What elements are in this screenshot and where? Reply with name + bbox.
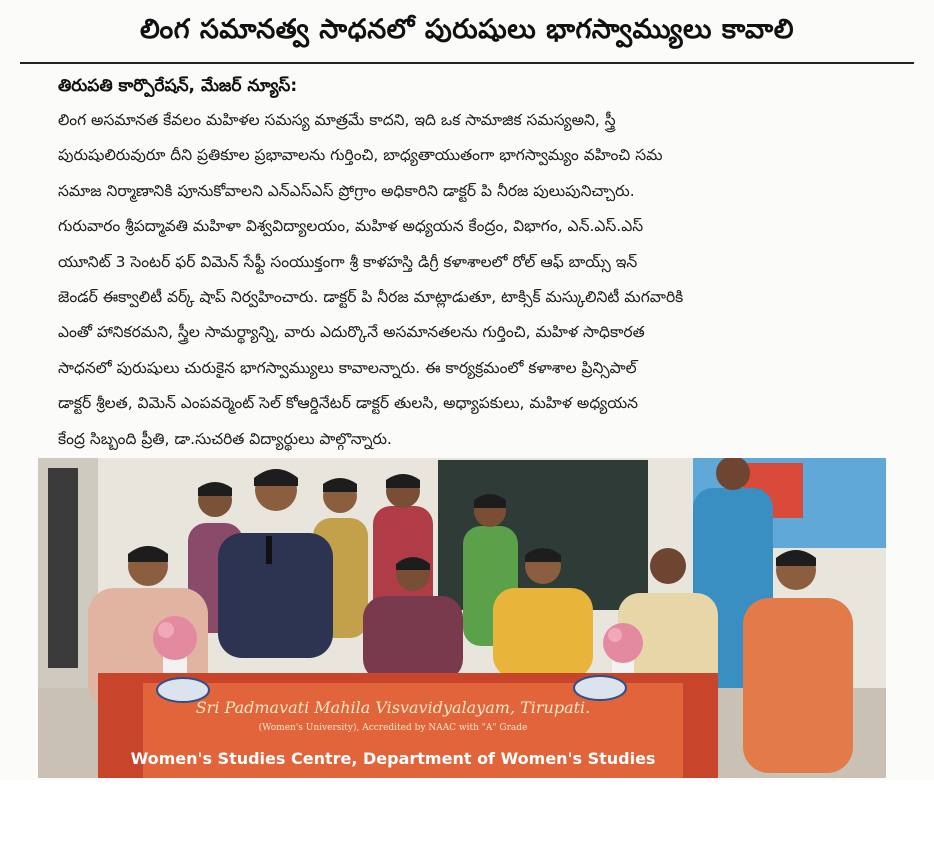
event-photo bbox=[38, 458, 886, 778]
body-line: గురువారం శ్రీపద్మావతి మహిళా విశ్వవిద్యాలయం, మహిళ అధ్యయన కేంద్రం, విభాగం, ఎన్.ఎస్.ఎస్ bbox=[58, 217, 644, 236]
body-line: యూనిట్ 3 సెంటర్ ఫర్ విమెన్ సేఫ్టీ సంయుక్తంగా శ్రీ కాళహస్తి డిగ్రీ కళాశాలలో రోల్ ఆఫ్ బాయ్స్ ఇన్ bbox=[58, 252, 638, 271]
body-line: కేంద్ర సిబ్బంది ప్రీతి, డా.సుచరిత విద్యార్థులు పాల్గొన్నారు. bbox=[58, 429, 392, 448]
article-headline: లింగ సమానత్వ సాధనలో పురుషులు భాగస్వామ్యులు కావాలి bbox=[139, 14, 795, 45]
body-line: సాధనలో పురుషులు చురుకైన భాగస్వామ్యులు కావాలన్నారు. ఈ కార్యక్రమంలో కళాశాల ప్రిన్సిపాల్ bbox=[58, 358, 637, 377]
event-photo-illustration bbox=[38, 458, 886, 778]
body-line: పురుషులిరువురూ దీని ప్రతికూల ప్రభావాలను గుర్తించి, బాధ్యతాయుతంగా భాగస్వామ్యం వహించి సమ bbox=[58, 146, 663, 165]
body-line: డాక్టర్ శ్రీలత, విమెన్ ఎంపవర్మెంట్ సెల్ కోఆర్డినేటర్ డాక్టర్ తులసి, అధ్యాపకులు, మహిళ అధ్యయన bbox=[58, 394, 639, 413]
headline-divider bbox=[20, 62, 914, 64]
speaker-stand bbox=[48, 468, 78, 668]
body-line: జెండర్ ఈక్వాలిటీ వర్క్ షాప్ నిర్వహించారు. డాక్టర్ పి నీరజ మాట్లాడుతూ, టాక్సిక్ మస్కులినిటీ మగవారికి bbox=[58, 287, 684, 306]
banner-line-2: (Women's University), Accredited by NAAC with "A" Grade bbox=[258, 723, 528, 733]
university-logo-right-icon bbox=[574, 676, 626, 700]
microphone-icon bbox=[266, 536, 272, 564]
banner-line-3: Women's Studies Centre, Department of Women's Studies bbox=[130, 749, 656, 768]
body-line: లింగ అసమానత కేవలం మహిళల సమస్య మాత్రమే కాదని, ఇది ఒక సామాజిక సమస్యఅని, స్త్రీ bbox=[58, 111, 616, 129]
banner-line-1: Sri Padmavati Mahila Visvavidyalayam, Tirupati. bbox=[195, 698, 591, 717]
body-line: ఎంతో హానికరమని, స్త్రీల సామర్థ్యాన్ని, వారు ఎదుర్కొనే అసమానతలను గుర్తించి, మహిళ సాధికారత bbox=[58, 323, 645, 342]
article-byline: తిరుపతి కార్పొరేషన్, మేజర్ న్యూస్: bbox=[58, 76, 298, 96]
article-body bbox=[58, 103, 918, 457]
body-line: సమాజ నిర్మాణానికి పూనుకోవాలని ఎన్ఎస్ఎస్ ప్రోగ్రాం అధికారిని డాక్టర్ పి నీరజ పులుపునిచ్చారు. bbox=[58, 181, 635, 200]
